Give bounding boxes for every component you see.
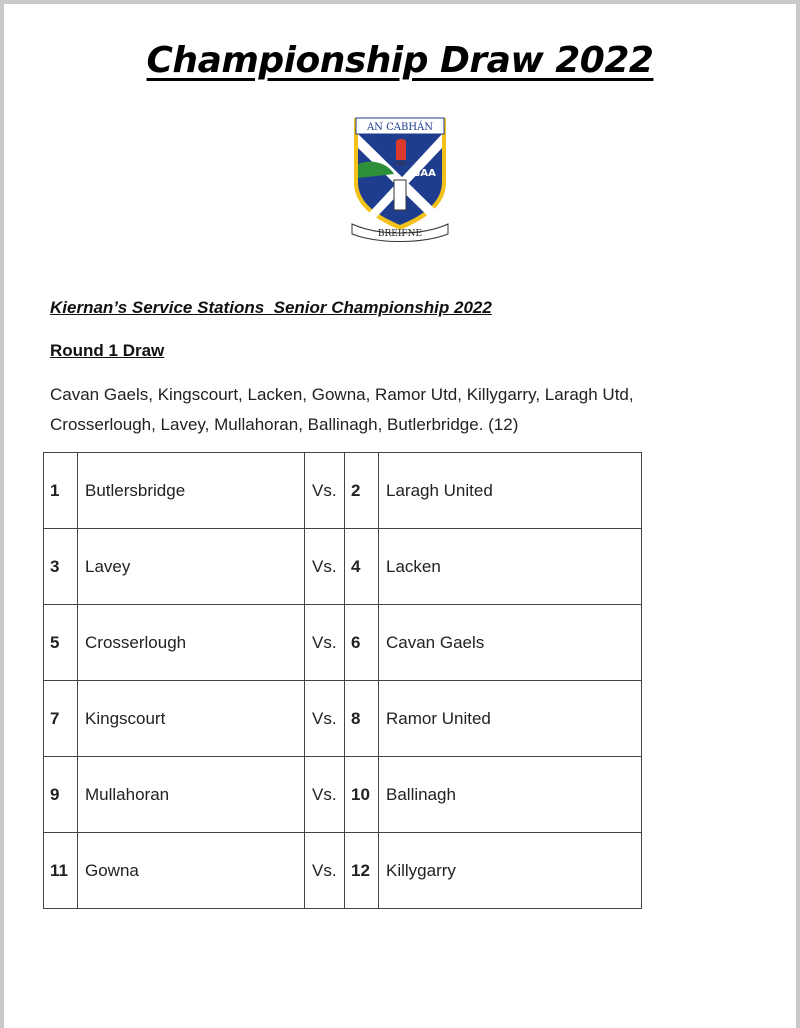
- teams-line: Cavan Gaels, Kingscourt, Lacken, Gowna, Ramor Utd, Killygarry, Laragh Utd,: [50, 385, 634, 404]
- away-number: 4: [345, 529, 379, 605]
- home-team: Mullahoran: [78, 757, 305, 833]
- away-number: 12: [345, 833, 379, 909]
- home-team: Butlersbridge: [78, 453, 305, 529]
- fixture-row: [44, 453, 642, 529]
- home-team: Gowna: [78, 833, 305, 909]
- home-team: Kingscourt: [78, 681, 305, 757]
- fixture-row: [44, 757, 642, 833]
- teams-line: Crosserlough, Lavey, Mullahoran, Ballinagh, Butlerbridge. (12): [50, 415, 519, 434]
- competition-subtitle: Kiernan’s Service Stations Senior Championship 2022: [50, 298, 492, 317]
- away-team: Lacken: [379, 529, 642, 605]
- home-number: 3: [44, 529, 78, 605]
- fixture-row: [44, 833, 642, 909]
- versus-label: Vs.: [305, 605, 345, 681]
- teams-list: [50, 380, 750, 440]
- fixture-row: [44, 681, 642, 757]
- home-number: 11: [44, 833, 78, 909]
- svg-text:GAA: GAA: [412, 168, 436, 179]
- svg-text:AN CABHÁN: AN CABHÁN: [366, 122, 434, 133]
- away-team: Laragh United: [379, 453, 642, 529]
- home-team: Lavey: [78, 529, 305, 605]
- page-title: Championship Draw 2022: [146, 40, 654, 81]
- versus-label: Vs.: [305, 757, 345, 833]
- away-team: Ramor United: [379, 681, 642, 757]
- home-number: 7: [44, 681, 78, 757]
- away-number: 8: [345, 681, 379, 757]
- versus-label: Vs.: [305, 833, 345, 909]
- away-number: 2: [345, 453, 379, 529]
- cavan-gaa-crest-icon: [348, 112, 452, 242]
- svg-text:BREIFNE: BREIFNE: [377, 229, 423, 239]
- fixture-row: [44, 605, 642, 681]
- versus-label: Vs.: [305, 529, 345, 605]
- round-heading: Round 1 Draw: [50, 341, 165, 360]
- away-team: Cavan Gaels: [379, 605, 642, 681]
- home-number: 9: [44, 757, 78, 833]
- away-team: Killygarry: [379, 833, 642, 909]
- fixture-row: [44, 529, 642, 605]
- home-number: 1: [44, 453, 78, 529]
- away-number: 6: [345, 605, 379, 681]
- fixtures-table: [43, 452, 642, 909]
- versus-label: Vs.: [305, 681, 345, 757]
- svg-text:1886: 1886: [393, 161, 407, 167]
- home-team: Crosserlough: [78, 605, 305, 681]
- away-number: 10: [345, 757, 379, 833]
- home-number: 5: [44, 605, 78, 681]
- away-team: Ballinagh: [379, 757, 642, 833]
- versus-label: Vs.: [305, 453, 345, 529]
